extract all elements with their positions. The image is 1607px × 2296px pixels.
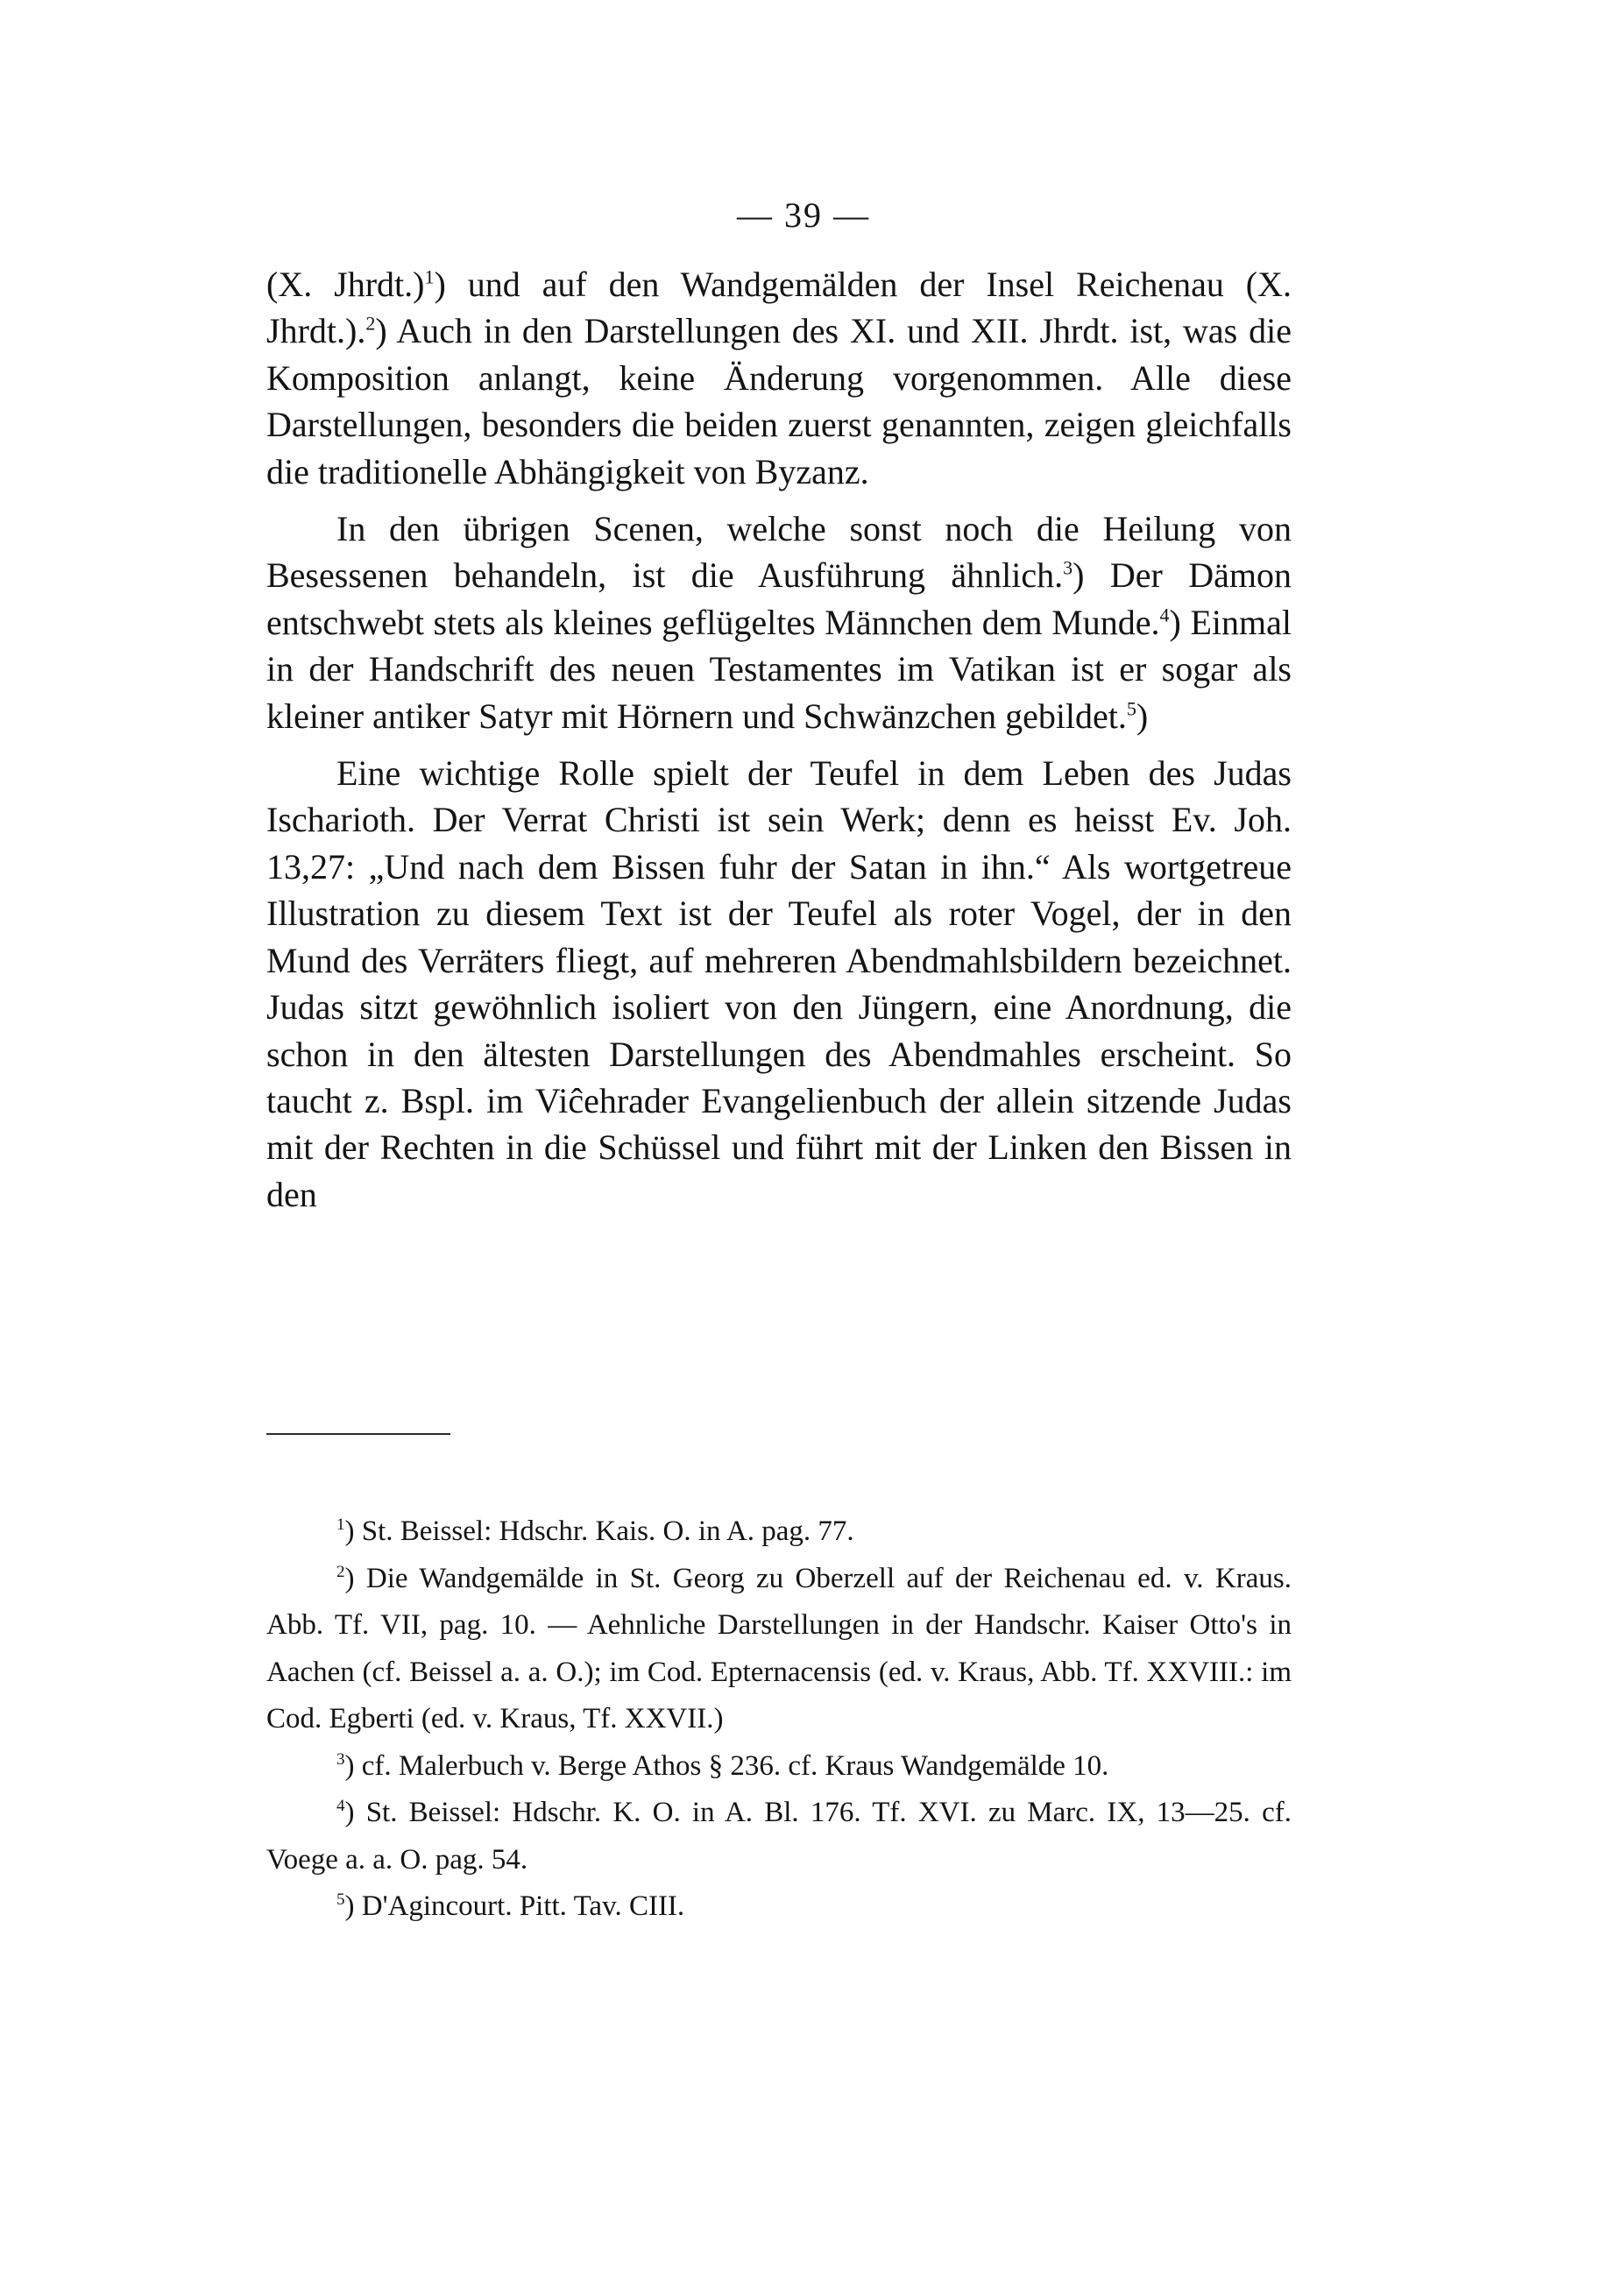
- footnote-text: ) St. Beissel: Hdschr. K. O. in A. Bl. 176. Tf. XVI. zu Marc. IX, 13—25. cf. Voege a. a. O. pag. 54.: [266, 1797, 1292, 1876]
- footnote-mark: 3: [336, 1749, 345, 1769]
- footnote-4: [266, 1790, 1292, 1883]
- footnote-text: ) St. Beissel: Hdschr. Kais. O. in A. pag. 77.: [344, 1515, 854, 1547]
- footnote-5: [266, 1883, 1292, 1931]
- paragraph-2: [266, 505, 1292, 739]
- text-run: Eine wichtige Rolle spielt der Teufel in dem Leben des Judas Ischarioth. Der Verrat Christi ist sein Werk; denn es heisst Ev. Joh. 13,27: „Und nach dem Bissen fuhr der Satan in ihn.“ Als wortgetreue Illustration zu diesem Text ist der Teufel als roter Vogel, der in den Mund des Verräters fliegt, auf mehreren Abendmahlsbildern bezeichnet. Judas sitzt gewöhnlich isoliert von den Jüngern, eine Anordnung, die schon in den ältesten Darstellungen des Abendmahles erscheint. So taucht z. Bspl. im Viĉehrader Evangelienbuch der allein sitzende Judas mit der Rechten in die Schüssel und führt mit der Linken den Bissen in den: [266, 753, 1292, 1214]
- text-run: ) Auch in den Darstellungen des XI. und XII. Jhrdt. ist, was die Komposition anlangt, keine Änderung vorgenommen. Alle diese Darstellungen, besonders die beiden zuerst genannten, zeigen gleichfalls die traditionelle Abhängigkeit von Byzanz.: [266, 311, 1292, 491]
- page-number: — 39 —: [737, 195, 870, 235]
- footnote-2: [266, 1556, 1292, 1743]
- footnote-mark: 4: [336, 1797, 345, 1815]
- footnote-text: ) cf. Malerbuch v. Berge Athos § 236. cf. Kraus Wandgemälde 10.: [344, 1749, 1109, 1782]
- paragraph-3: [266, 750, 1292, 1218]
- text-run: ) Der Dämon entschwebt stets als kleines geflügeltes Männchen dem Munde.: [266, 555, 1292, 642]
- footnote-ref-3: 3: [1063, 557, 1073, 580]
- text-run: ) Einmal in der Handschrift des neuen Testamentes im Vatikan ist er sogar als kleiner antiker Satyr mit Hörnern und Schwänzchen gebildet.: [266, 602, 1292, 736]
- text-run: ) und auf den Wandgemälden der Insel Reichenau (X. Jhrdt.).: [266, 265, 1292, 351]
- footnote-mark: 1: [336, 1515, 345, 1534]
- text-run: In den übrigen Scenen, welche sonst noch die Heilung von Besessenen behandeln, ist die Ausführung ähnlich.: [266, 509, 1292, 596]
- text-run: ): [1136, 696, 1149, 736]
- main-text: [266, 261, 1292, 1218]
- footnote-text: ) Die Wandgemälde in St. Georg zu Oberzell auf der Reichenau ed. v. Kraus. Abb. Tf. VII, pag. 10. — Aehnliche Darstellungen in der Handschr. Kaiser Otto's in Aachen (cf. Beissel a. a. O.); im Cod. Epternacensis (ed. v. Kraus, Abb. Tf. XXVIII.: im Cod. Egberti (ed. v. Kraus, Tf. XXVII.): [266, 1562, 1292, 1734]
- footnote-ref-1: 1: [424, 265, 435, 288]
- footnote-3: [266, 1743, 1292, 1791]
- footnote-ref-5: 5: [1126, 697, 1136, 720]
- footnote-mark: 5: [336, 1890, 345, 1909]
- footnote-ref-4: 4: [1159, 604, 1170, 626]
- text-run: (X. Jhrdt.): [266, 265, 425, 304]
- footnote-text: ) D'Agincourt. Pitt. Tav. CIII.: [344, 1890, 685, 1922]
- footnote-mark: 2: [336, 1562, 345, 1581]
- footnote-ref-2: 2: [365, 313, 376, 336]
- footnote-divider: [266, 1433, 450, 1435]
- footnotes: [266, 1508, 1292, 1931]
- paragraph-1: [266, 261, 1292, 495]
- footnote-1: [266, 1508, 1292, 1556]
